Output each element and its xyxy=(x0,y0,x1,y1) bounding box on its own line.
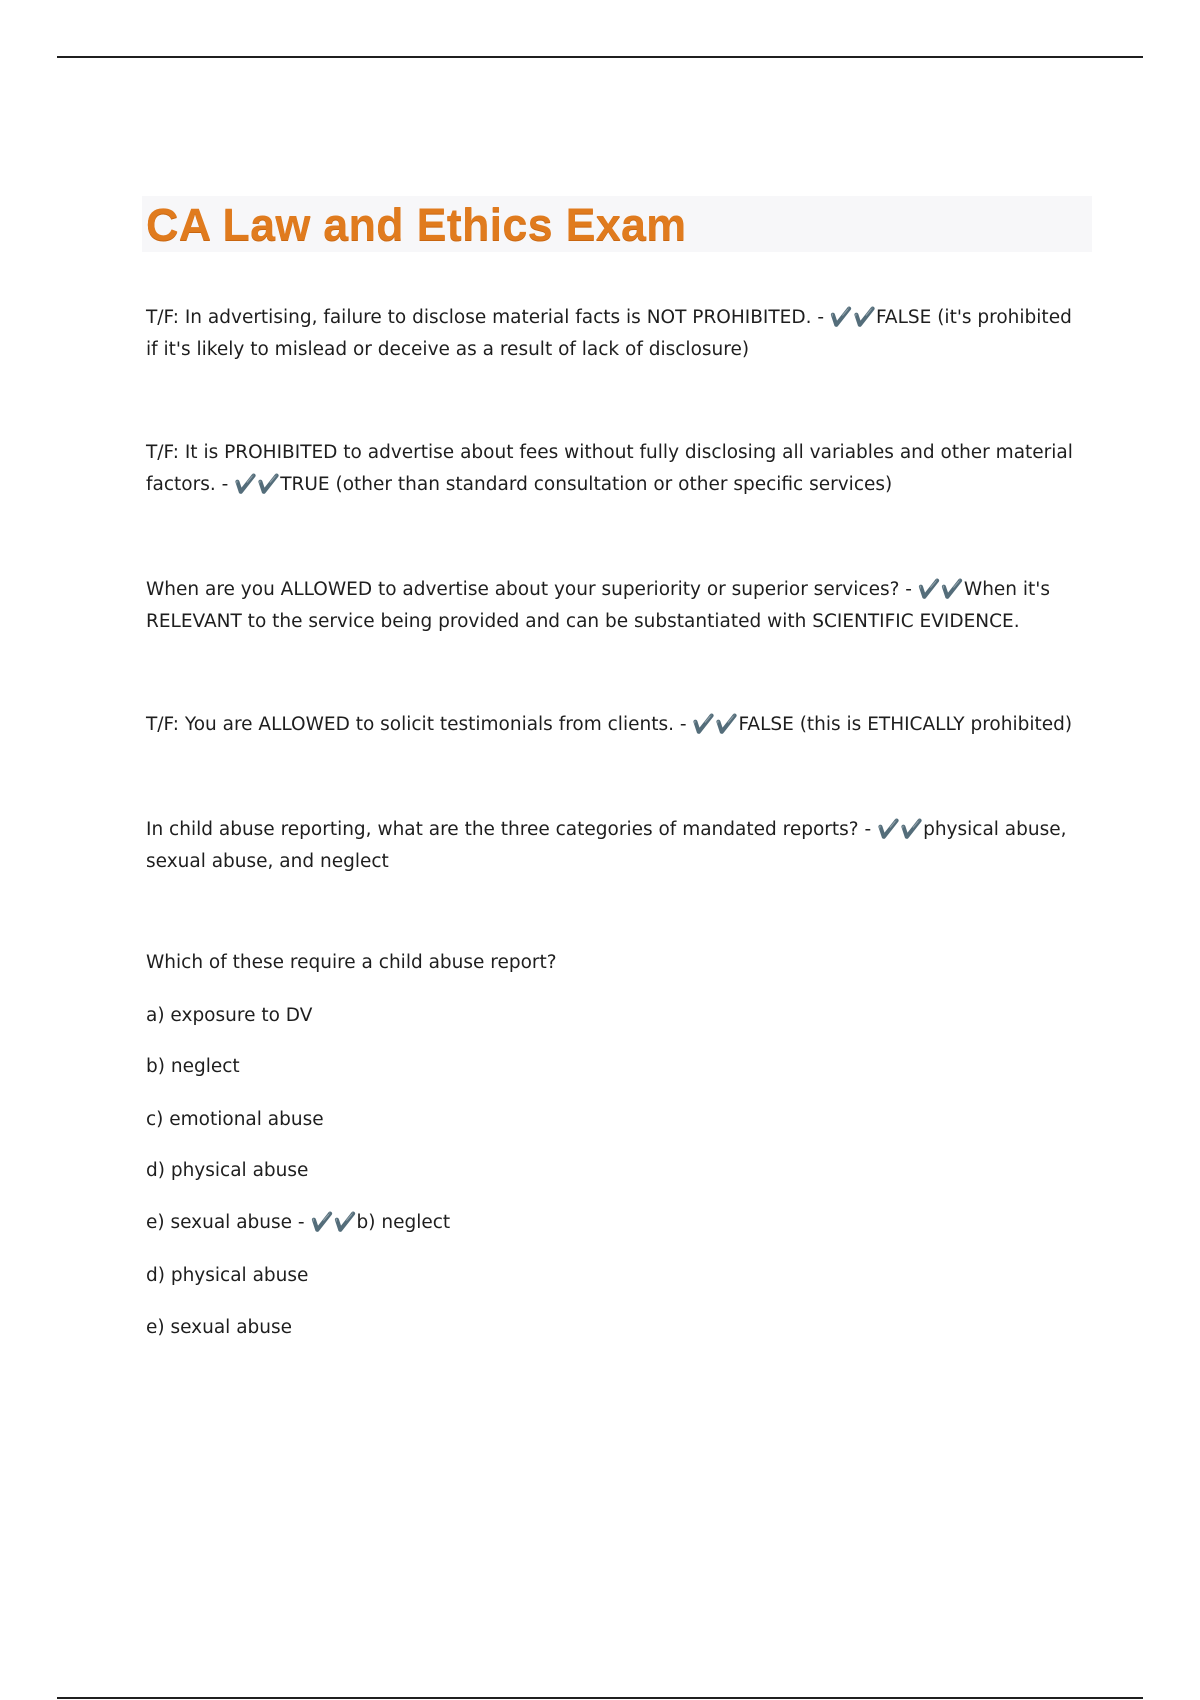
option-line: c) emotional abuse xyxy=(146,1109,324,1130)
option-line: d) physical abuse xyxy=(146,1160,309,1181)
question-1: T/F: In advertising, failure to disclose material facts is NOT PROHIBITED. - ✔️✔️FALSE (it's prohibited if it's likely to mislead or deceive as a result of lack of disclosure) xyxy=(146,307,1072,360)
option-line: e) sexual abuse - ✔️✔️b) neglect xyxy=(146,1212,451,1233)
option-line: e) sexual abuse xyxy=(146,1317,293,1338)
footer-rule xyxy=(57,1697,1143,1699)
header-rule xyxy=(57,56,1143,58)
option-line: a) exposure to DV xyxy=(146,1005,313,1026)
question-5: In child abuse reporting, what are the three categories of mandated reports? - ✔️✔️physical abuse, sexual abuse, and neglect xyxy=(146,819,1067,872)
option-line: d) physical abuse xyxy=(146,1265,309,1286)
document-title: CA Law and Ethics Exam xyxy=(146,199,687,250)
multi-question-prompt: Which of these require a child abuse report? xyxy=(146,952,557,973)
question-3: When are you ALLOWED to advertise about your superiority or superior services? - ✔️✔️When it's RELEVANT to the service being provided and can be substantiated with SCIENTIFIC EVIDENCE. xyxy=(146,579,1051,632)
option-line: b) neglect xyxy=(146,1056,240,1077)
question-2: T/F: It is PROHIBITED to advertise about fees without fully disclosing all variables and other material factors. - ✔️✔️TRUE (other than standard consultation or other specific services) xyxy=(146,442,1073,495)
question-4: T/F: You are ALLOWED to solicit testimonials from clients. - ✔️✔️FALSE (this is ETHICALLY prohibited) xyxy=(146,714,1073,735)
